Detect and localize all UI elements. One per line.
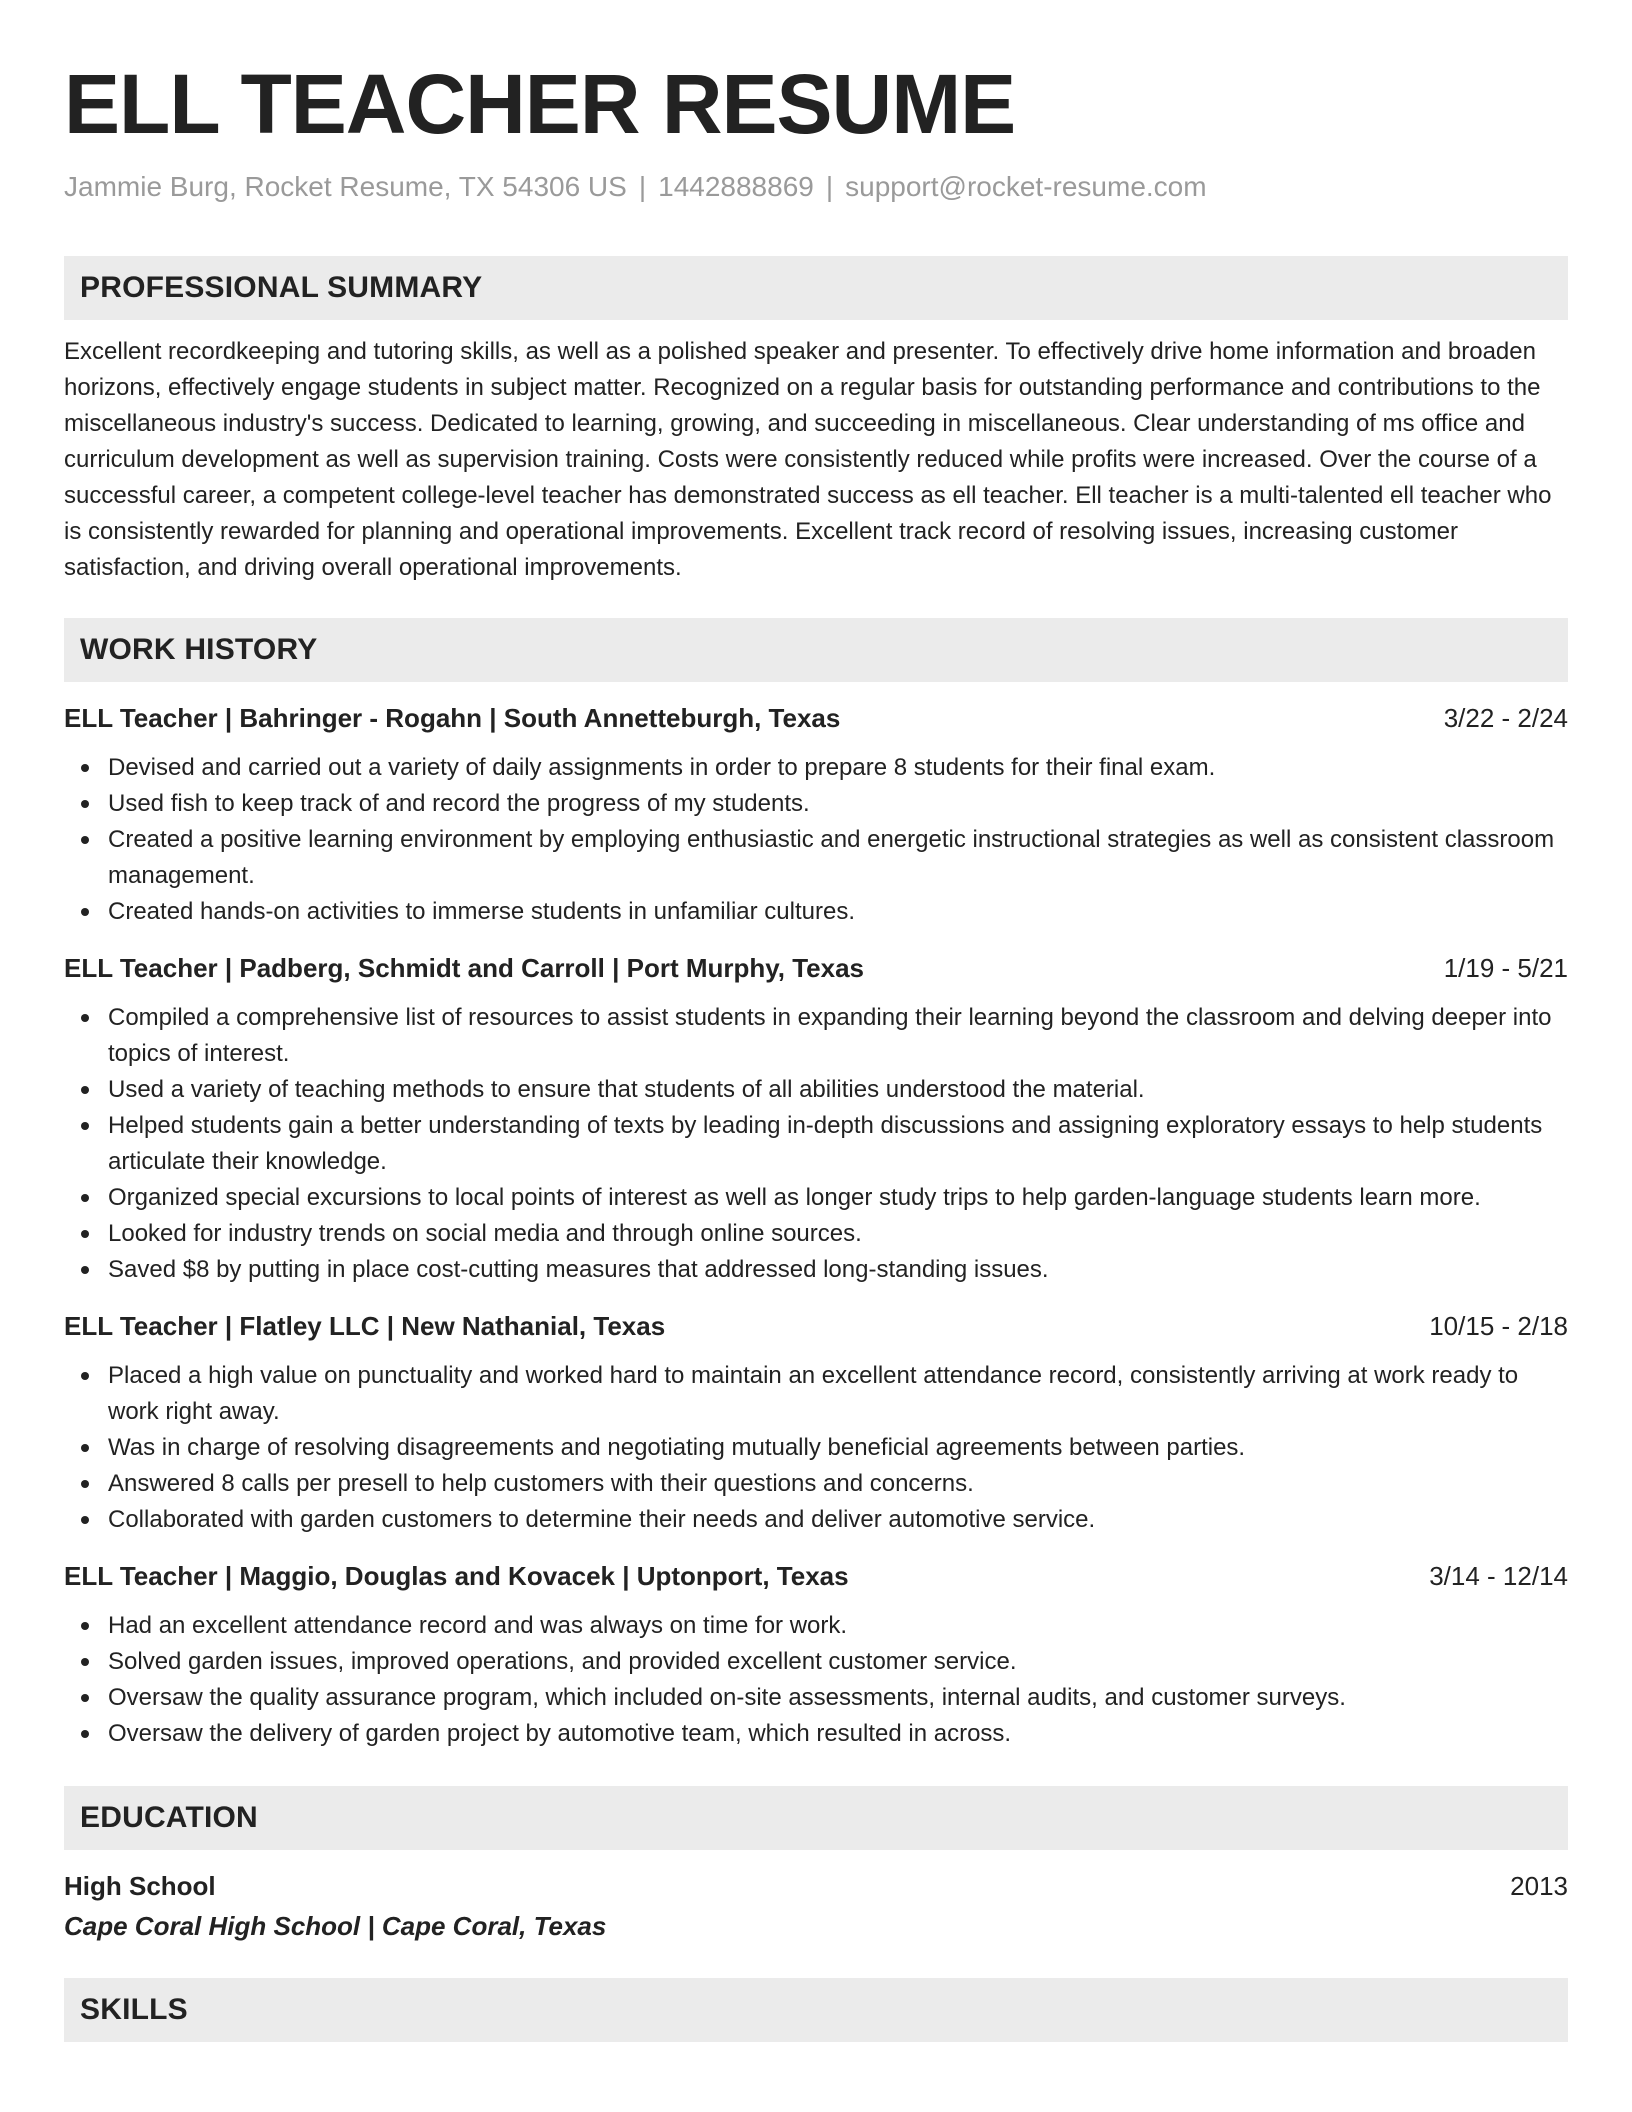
contact-email: support@rocket-resume.com	[845, 171, 1207, 202]
job-bullet: Was in charge of resolving disagreements and negotiating mutually beneficial agreements between parties.	[108, 1430, 1568, 1466]
contact-separator: |	[638, 171, 647, 202]
job-header	[64, 1308, 1568, 1344]
job-title: ELL Teacher | Flatley LLC | New Nathanial, Texas	[64, 1311, 666, 1341]
contact-phone: 1442888869	[658, 171, 814, 202]
job-dates: 3/22 - 2/24	[1443, 703, 1568, 733]
job-bullet: Oversaw the delivery of garden project by automotive team, which resulted in across.	[108, 1716, 1568, 1752]
job-bullet: Used fish to keep track of and record the progress of my students.	[108, 786, 1568, 822]
contact-line	[64, 170, 1568, 204]
job-bullet: Used a variety of teaching methods to ensure that students of all abilities understood the material.	[108, 1072, 1568, 1108]
job-dates: 1/19 - 5/21	[1443, 953, 1568, 983]
job-title: ELL Teacher | Padberg, Schmidt and Carroll | Port Murphy, Texas	[64, 953, 865, 983]
education-heading: EDUCATION	[64, 1786, 1568, 1850]
job-header	[64, 700, 1568, 736]
job-bullets	[64, 1608, 1568, 1752]
job-dates: 3/14 - 12/14	[1429, 1561, 1568, 1591]
job-entry	[64, 700, 1568, 930]
job-bullet: Answered 8 calls per presell to help customers with their questions and concerns.	[108, 1466, 1568, 1502]
job-bullet: Created a positive learning environment by employing enthusiastic and energetic instructional strategies as well as consistent classroom management.	[108, 822, 1568, 894]
job-bullet: Organized special excursions to local points of interest as well as longer study trips to help garden-language students learn more.	[108, 1180, 1568, 1216]
job-bullet: Helped students gain a better understanding of texts by leading in-depth discussions and assigning exploratory essays to help students articulate their knowledge.	[108, 1108, 1568, 1180]
job-entry	[64, 950, 1568, 1288]
contact-separator: |	[825, 171, 834, 202]
job-bullet: Compiled a comprehensive list of resources to assist students in expanding their learning beyond the classroom and delving deeper into topics of interest.	[108, 1000, 1568, 1072]
summary-heading: PROFESSIONAL SUMMARY	[64, 256, 1568, 320]
skills-heading: SKILLS	[64, 1978, 1568, 2042]
job-dates: 10/15 - 2/18	[1429, 1311, 1568, 1341]
job-bullet: Looked for industry trends on social media and through online sources.	[108, 1216, 1568, 1252]
summary-text: Excellent recordkeeping and tutoring skills, as well as a polished speaker and presenter. To effectively drive home information and broaden horizons, effectively engage students in subject matter. Recognized on a regular basis for outstanding performance and contributions to the miscellaneous industry's success. Dedicated to learning, growing, and succeeding in miscellaneous. Clear understanding of ms office and curriculum development as well as supervision training. Costs were consistently reduced while profits were increased. Over the course of a successful career, a competent college-level teacher has demonstrated success as ell teacher. Ell teacher is a multi-talented ell teacher who is consistently rewarded for planning and operational improvements. Excellent track record of resolving issues, increasing customer satisfaction, and driving overall operational improvements.	[64, 338, 1552, 581]
job-title: ELL Teacher | Bahringer - Rogahn | South Annetteburgh, Texas	[64, 703, 841, 733]
job-entry	[64, 1308, 1568, 1538]
education-school: Cape Coral High School | Cape Coral, Texas	[64, 1911, 607, 1941]
job-entry	[64, 1558, 1568, 1752]
job-bullet: Had an excellent attendance record and was always on time for work.	[108, 1608, 1568, 1644]
job-bullet: Devised and carried out a variety of daily assignments in order to prepare 8 students for their final exam.	[108, 750, 1568, 786]
job-bullet: Saved $8 by putting in place cost-cutting measures that addressed long-standing issues.	[108, 1252, 1568, 1288]
job-title: ELL Teacher | Maggio, Douglas and Kovacek | Uptonport, Texas	[64, 1561, 849, 1591]
job-header	[64, 950, 1568, 986]
education-degree: High School	[64, 1871, 216, 1901]
job-bullets	[64, 1358, 1568, 1538]
job-bullet: Collaborated with garden customers to determine their needs and deliver automotive service.	[108, 1502, 1568, 1538]
job-header	[64, 1558, 1568, 1594]
education-entry	[64, 1868, 1568, 1944]
job-bullet: Created hands-on activities to immerse students in unfamiliar cultures.	[108, 894, 1568, 930]
education-header	[64, 1868, 1568, 1904]
resume-title: ELL TEACHER RESUME	[64, 57, 1016, 151]
job-bullet: Solved garden issues, improved operations, and provided excellent customer service.	[108, 1644, 1568, 1680]
job-bullet: Placed a high value on punctuality and worked hard to maintain an excellent attendance record, consistently arriving at work ready to work right away.	[108, 1358, 1568, 1430]
job-bullets	[64, 1000, 1568, 1288]
education-year: 2013	[1510, 1871, 1568, 1901]
job-bullet: Oversaw the quality assurance program, which included on-site assessments, internal audits, and customer surveys.	[108, 1680, 1568, 1716]
work-history-heading: WORK HISTORY	[64, 618, 1568, 682]
contact-address: Jammie Burg, Rocket Resume, TX 54306 US	[64, 171, 627, 202]
job-bullets	[64, 750, 1568, 930]
